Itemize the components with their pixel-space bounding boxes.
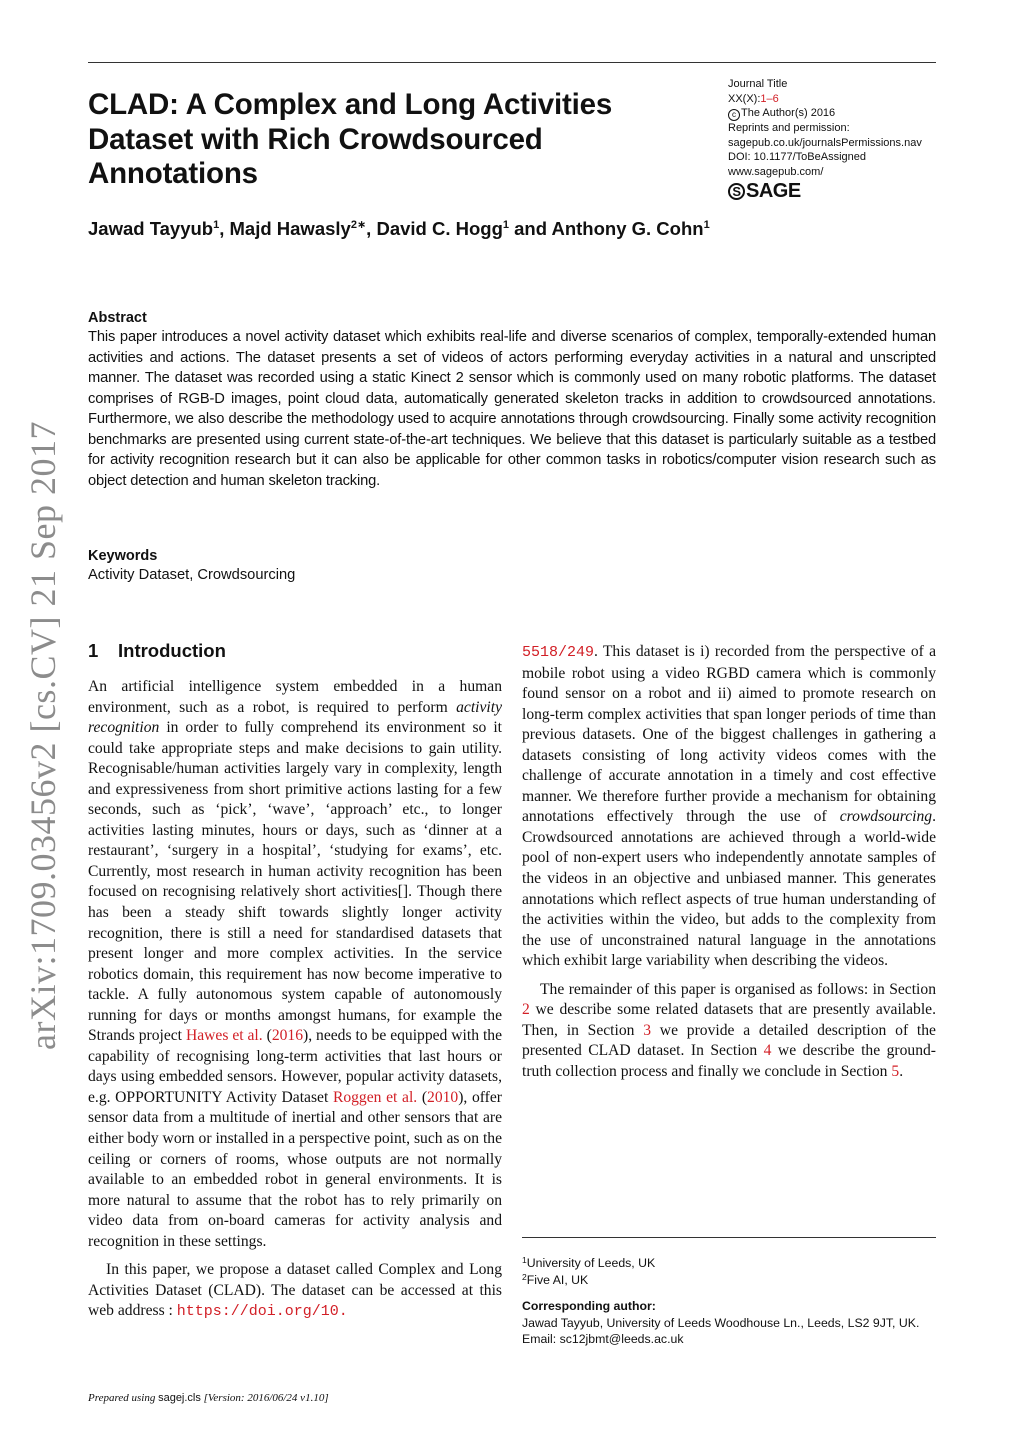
author: Majd Hawasly$^{2∗}$,	[229, 218, 377, 239]
citation-link[interactable]: 3	[643, 1021, 652, 1039]
citation-link[interactable]: Roggen et al.	[332, 1088, 418, 1106]
journal-info	[728, 77, 922, 200]
prepared-using-footer: Prepared using sagej.cls [Version: 2016/06/24 v1.10]	[88, 1392, 329, 1404]
intro-paragraph-4	[522, 980, 936, 1083]
abstract-text: This paper introduces a novel activity dataset which exhibits real-life and diverse scenarios of complex, temporally-extended human activities and actions. The dataset presents a set of videos of actors performing everyday activities in a natural and unscripted manner. The dataset was recorded using a static Kinect 2 sensor which is commonly used on many robotic platforms. The dataset comprises of RGB-D images, point cloud data, automatically generated skeleton tracks in addition to crowdsourced annotations. Furthermore, we also describe the methodology used to acquire annotations through crowdsourcing. Finally some activity recognition benchmarks are presented using current state-of-the-art techniques. We believe that this dataset is particularly suitable as a testbed for activity recognition research but it can also be applicable for other common tasks in robotics/computer vision research such as object detection and human skeleton tracking.	[88, 329, 936, 489]
text-run: An artificial intelligence system embedded in a human environment, such as a robot, is required to perform	[88, 678, 502, 716]
keywords-text: Activity Dataset, Crowdsourcing	[88, 567, 296, 583]
abstract-heading: Abstract	[88, 310, 147, 326]
text-run: (	[262, 1027, 272, 1045]
author-list	[88, 218, 710, 240]
text-run: we describe the ground-truth collection process and finally we conclude in Section	[522, 1042, 936, 1080]
dataset-url-link[interactable]: 5518/249	[522, 644, 595, 661]
affiliation-2: $^2$Five AI, UK	[522, 1271, 589, 1287]
keywords-heading: Keywords	[88, 548, 158, 564]
section-heading-introduction: 1 Introduction	[88, 640, 226, 661]
reprints-url: sagepub.co.uk/journalsPermissions.nav	[728, 136, 922, 149]
citation-link[interactable]: 2016	[271, 1027, 303, 1045]
text-run: The remainder of this paper is organised as follows: in Section	[540, 980, 936, 998]
sage-s-icon: S	[728, 183, 745, 200]
copyright-icon: c	[728, 109, 740, 121]
author: David C. Hogg$^1$ and	[376, 218, 552, 239]
intro-paragraph-2	[88, 1260, 502, 1323]
corresponding-author-heading: Corresponding author:	[522, 1299, 656, 1313]
journal-title: Journal Title	[728, 78, 788, 90]
citation-link[interactable]: 5	[891, 1062, 900, 1080]
left-column	[88, 639, 502, 1323]
doi: DOI: 10.1177/ToBeAssigned	[728, 151, 866, 164]
page-range-link[interactable]: 1–6	[760, 92, 779, 105]
journal-volume: XX(X):1–6	[728, 92, 779, 105]
emphasized-term: crowdsourcing	[839, 808, 933, 826]
sage-logo: S SAGE	[728, 183, 922, 200]
paper-title: CLAD: A Complex and Long Activities Dataset with Rich Crowdsourced Annotations	[88, 88, 613, 190]
citation-link[interactable]: 2010	[427, 1088, 459, 1106]
citation-link[interactable]: 2	[522, 1001, 530, 1019]
text-run: we provide a detailed description of the presented CLAD dataset. In Section	[522, 1021, 936, 1060]
reprints-label: Reprints and permission:	[728, 122, 850, 135]
header-rule	[88, 62, 936, 63]
footnotes	[522, 1255, 942, 1348]
text-run: ), offer sensor data from a multitude of inertial and other sensors that are either body worn or installed in a perspective point, such as on the ceiling or corners of rooms, whose outputs are not normally available to an embedded robot in general environments. It is more natural to assume that the robot has to rely primarily on video data from on-board cameras for activity analysis and recognition in these settings.	[88, 1088, 502, 1250]
publisher-website: www.sagepub.com/	[728, 165, 824, 178]
abstract-section	[88, 309, 936, 491]
text-run: in order to fully comprehend its environment so it could take appropriate steps and make decisions to gain utility. Recognisable/human activities largely vary in complexity, length and expressiveness from short primitive actions lasting for a few seconds, such as ‘pick’, ‘wave’, ‘approach’ etc., to longer activities lasting minutes, hours or days, such as ‘dinner at a restaurant’, ‘surgery in a hospital’, ‘studying for exams’, etc. Currently, most research in human activity recognition has been focused on recognising relatively short activities[]. Though there has been a steady shift towards slightly longer activity recognition, there is still a need for standardised datasets that present longer and more complex activities. In the service robotics domain, this requirement has now become imperative to tackle. A fully autonomous system capable of autonomously running for days or months amongst humans, for example the Strands project	[88, 719, 502, 1045]
affiliation-1: $^1$University of Leeds, UK	[522, 1255, 656, 1270]
text-run: .	[899, 1062, 904, 1080]
text-run: . This dataset is i) recorded from the perspective of a mobile robot using a video RGBD camera which is commonly found sensor on a robot and ii) aimed to promote research on long-term complex activities that span longer periods of time than previous datasets. One of the biggest challenges in gathering a datasets consisting of long activity videos comes with the challenge of accurate annotation in a timely and cost effective manner. We therefore further provide a mechanism for obtaining annotations effectively through the use of	[522, 643, 936, 826]
dataset-url-link[interactable]: https://doi.org/10.	[176, 1303, 348, 1321]
text-run: . Crowdsourced annotations are achieved through a world-wide pool of non-expert users who independently annotate samples of the videos in an objective and unbiased manner. This generates annotations which reflect aspects of true human understanding of the activities within the video, but adds to the complexity from the use of unconstrained natural language in the annotations which exhibit large variability when describing the videos.	[522, 808, 936, 970]
author: Jawad Tayyub$^1$,	[88, 218, 230, 239]
emphasized-term: activity recognition	[88, 698, 502, 737]
citation-link[interactable]: 4	[763, 1042, 772, 1060]
keywords-section	[88, 547, 936, 585]
right-column	[522, 642, 936, 1082]
copyright-line: c The Author(s) 2016	[728, 106, 922, 121]
intro-paragraph-3	[522, 642, 936, 972]
author: Anthony G. Cohn$^1$	[551, 218, 710, 239]
corresponding-author-email: Email: sc12jbmt@leeds.ac.uk	[522, 1332, 684, 1346]
text-run: ), needs to be equipped with the capability of recognising long-term activities that last hours or days using embedded sensors. However, popular activity datasets, e.g. OPPORTUNITY Activity Dataset	[88, 1027, 502, 1106]
corresponding-author-address: Jawad Tayyub, University of Leeds Woodhouse Ln., Leeds, LS2 9JT, UK.	[522, 1315, 920, 1330]
intro-paragraph-1	[88, 677, 502, 1252]
arxiv-identifier-stamp: arXiv:1709.03456v2 [cs.CV] 21 Sep 2017	[23, 421, 63, 1050]
text-run: (	[417, 1088, 428, 1106]
text-run: we describe some related datasets that are presently available. Then, in Section	[522, 1001, 936, 1039]
text-run: In this paper, we propose a dataset called Complex and Long Activities Dataset (CLAD). The dataset can be accessed at this web address :	[88, 1261, 502, 1320]
footnote-rule	[522, 1237, 936, 1238]
citation-link[interactable]: Hawes et al.	[185, 1027, 263, 1045]
